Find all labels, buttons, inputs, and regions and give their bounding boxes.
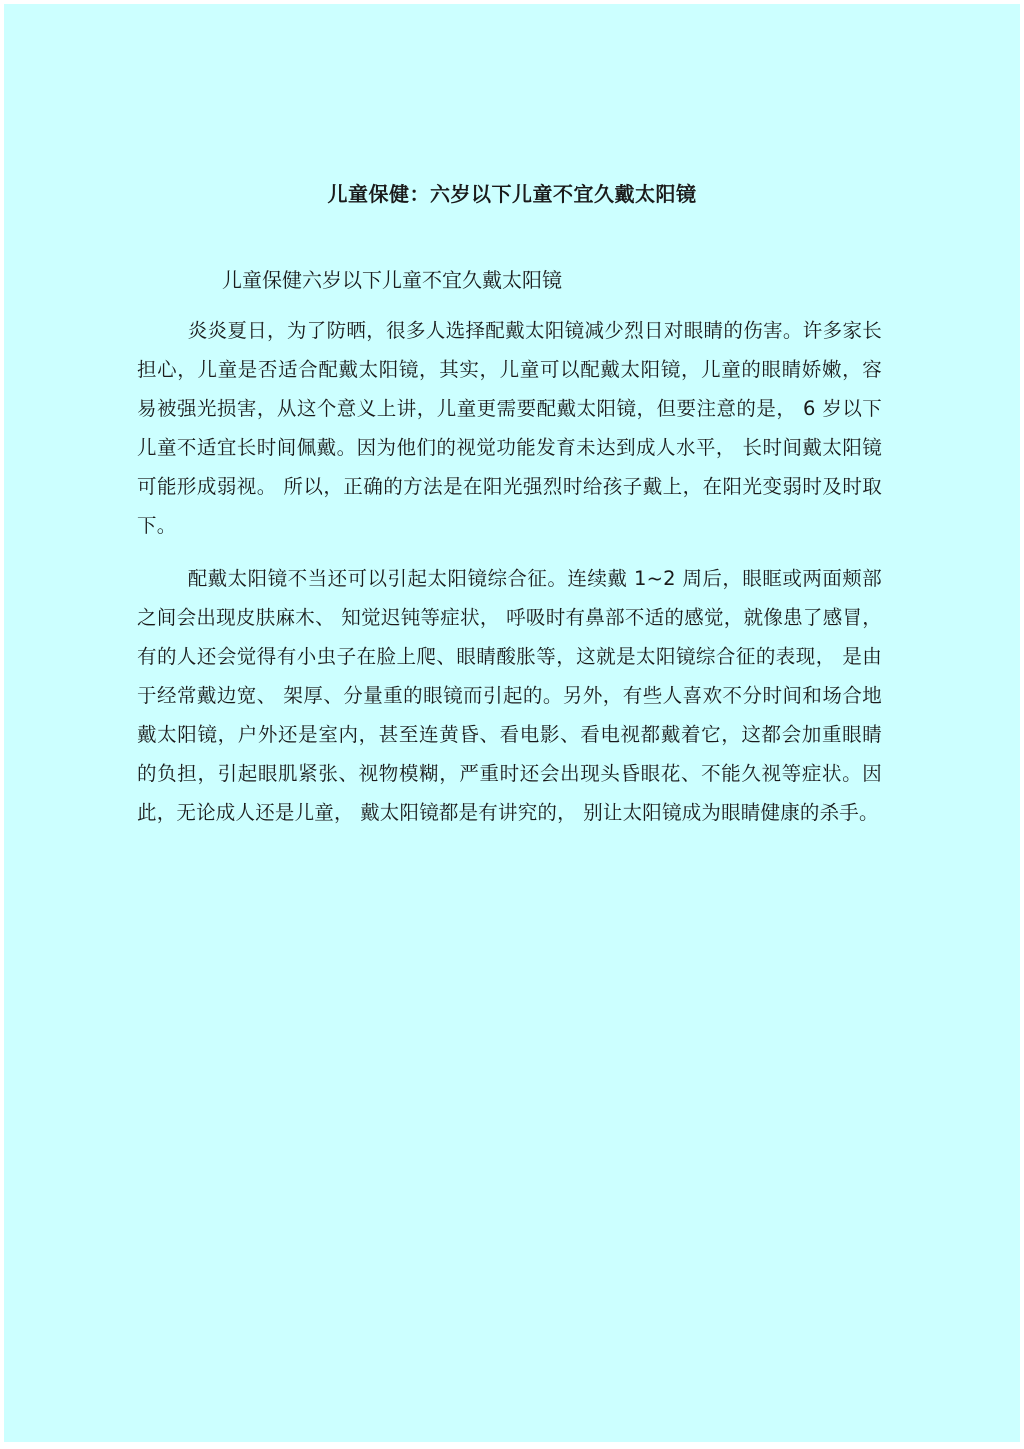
body-paragraph-2: 配戴太阳镜不当还可以引起太阳镜综合征。连续戴 1~2 周后，眼眶或两面颊部之间会出现皮肤麻木、 知觉迟钝等症状， 呼吸时有鼻部不适的感觉，就像患了感冒，有的人还会觉得有小虫子在脸上爬、眼睛酸胀等，这就是太阳镜综合征的表现， 是由于经常戴边宽、 架厚、分量重的眼镜而引起的。另外，有些人喜欢不分时间和场合地戴太阳镜，户外还是室内，甚至连黄昏、看电影、看电视都戴着它，这都会加重眼睛的负担，引起眼肌紧张、视物模糊，严重时还会出现头昏眼花、不能久视等症状。因此，无论成人还是儿童， 戴太阳镜都是有讲究的， 别让太阳镜成为眼睛健康的杀手。: [137, 567, 882, 824]
document-subtitle: 儿童保健六岁以下儿童不宜久戴太阳镜: [222, 268, 562, 292]
body-paragraph-1: 炎炎夏日，为了防晒，很多人选择配戴太阳镜减少烈日对眼睛的伤害。许多家长担心，儿童是否适合配戴太阳镜，其实，儿童可以配戴太阳镜，儿童的眼睛娇嫩，容易被强光损害，从这个意义上讲，儿童更需要配戴太阳镜，但要注意的是， 6 岁以下儿童不适宜长时间佩戴。因为他们的视觉功能发育未达到成人水平， 长时间戴太阳镜可能形成弱视。 所以，正确的方法是在阳光强烈时给孩子戴上，在阳光变弱时及时取下。: [137, 319, 882, 537]
document-title: 儿童保健：六岁以下儿童不宜久戴太阳镜: [327, 182, 697, 206]
